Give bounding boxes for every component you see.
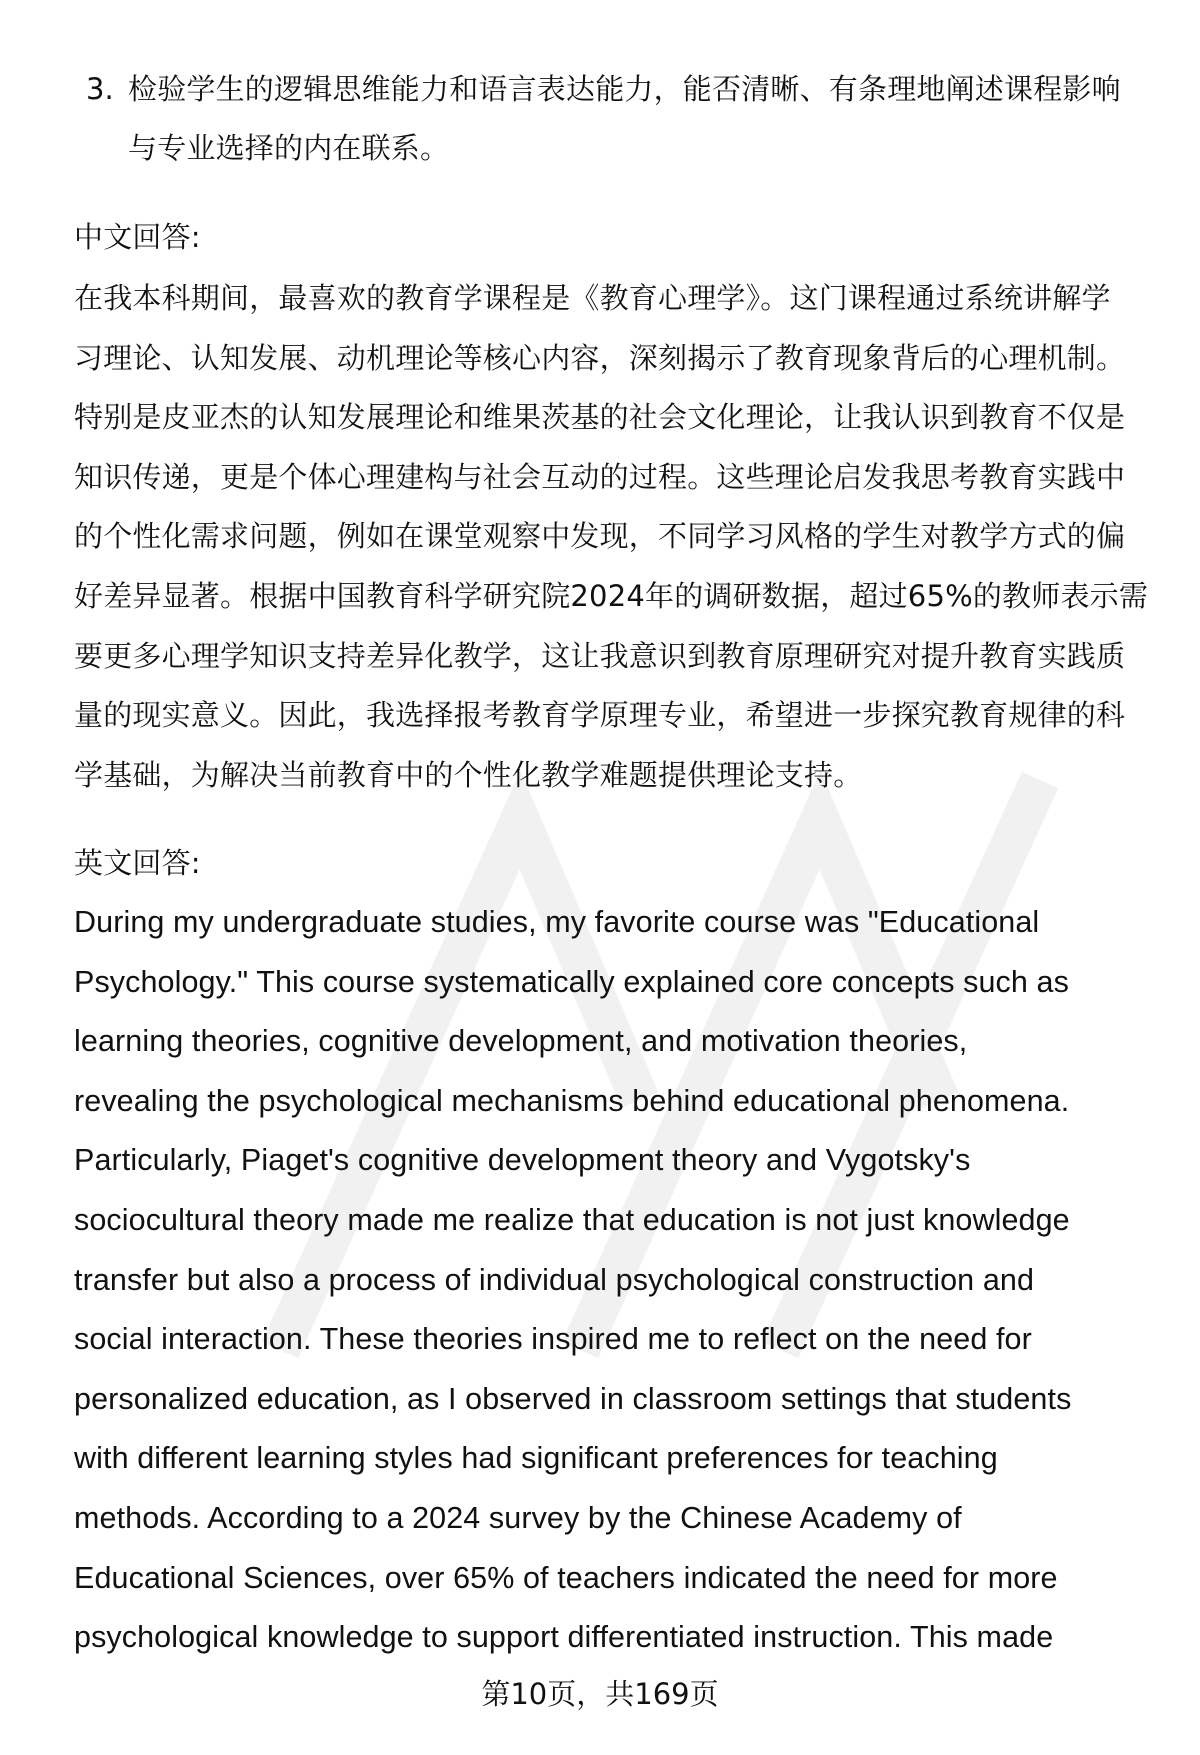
paragraph-line: 的个性化需求问题，例如在课堂观察中发现，不同学习风格的学生对教学方式的偏 xyxy=(74,519,1126,554)
paragraph-line: learning theories, cognitive development, and motivation theories, xyxy=(74,1024,968,1059)
page-number-footer: 第10页，共169页 xyxy=(481,1677,719,1711)
paragraph-line: 好差异显著。根据中国教育科学研究院2024年的调研数据，超过65%的教师表示需 xyxy=(74,579,1149,613)
english-answer-heading: 英文回答: xyxy=(74,846,201,880)
paragraph-line: methods. According to a 2024 survey by the Chinese Academy of xyxy=(74,1501,962,1535)
paragraph-line: Educational Sciences, over 65% of teachers indicated the need for more xyxy=(74,1560,1058,1595)
paragraph-line: 知识传递，更是个体心理建构与社会互动的过程。这些理论启发我思考教育实践中 xyxy=(74,459,1126,494)
chinese-answer-heading: 中文回答: xyxy=(74,220,201,254)
paragraph-line: 量的现实意义。因此，我选择报考教育学原理专业，希望进一步探究教育规律的科 xyxy=(74,698,1126,733)
paragraph-line: social interaction. These theories inspired me to reflect on the need for xyxy=(74,1322,1032,1357)
paragraph-line: transfer but also a process of individual psychological construction and xyxy=(74,1262,1035,1297)
paragraph-line: 要更多心理学知识支持差异化教学，这让我意识到教育原理研究对提升教育实践质 xyxy=(74,638,1126,673)
list-number: 3. xyxy=(86,72,114,106)
paragraph-line: psychological knowledge to support differentiated instruction. This made xyxy=(74,1620,1054,1655)
paragraph-line: Psychology." This course systematically explained core concepts such as xyxy=(74,964,1069,999)
paragraph-line: During my undergraduate studies, my favorite course was "Educational xyxy=(74,905,1040,939)
paragraph-line: 学基础，为解决当前教育中的个性化教学难题提供理论支持。 xyxy=(74,757,863,792)
paragraph-line: Particularly, Piaget's cognitive development theory and Vygotsky's xyxy=(74,1143,971,1178)
list-item-text-line: 与专业选择的内在联系。 xyxy=(128,131,450,165)
paragraph-line: personalized education, as I observed in classroom settings that students xyxy=(74,1381,1072,1416)
list-item-text-line: 检验学生的逻辑思维能力和语言表达能力，能否清晰、有条理地阐述课程影响 xyxy=(128,72,1121,106)
paragraph-line: with different learning styles had significant preferences for teaching xyxy=(74,1441,998,1476)
paragraph-line: 习理论、认知发展、动机理论等核心内容，深刻揭示了教育现象背后的心理机制。 xyxy=(74,340,1126,375)
paragraph-line: 特别是皮亚杰的认知发展理论和维果茨基的社会文化理论，让我认识到教育不仅是 xyxy=(74,400,1126,435)
paragraph-line: sociocultural theory made me realize that education is not just knowledge xyxy=(74,1203,1070,1237)
paragraph-line: 在我本科期间，最喜欢的教育学课程是《教育心理学》。这门课程通过系统讲解学 xyxy=(74,281,1111,315)
paragraph-line: revealing the psychological mechanisms behind educational phenomena. xyxy=(74,1083,1070,1118)
